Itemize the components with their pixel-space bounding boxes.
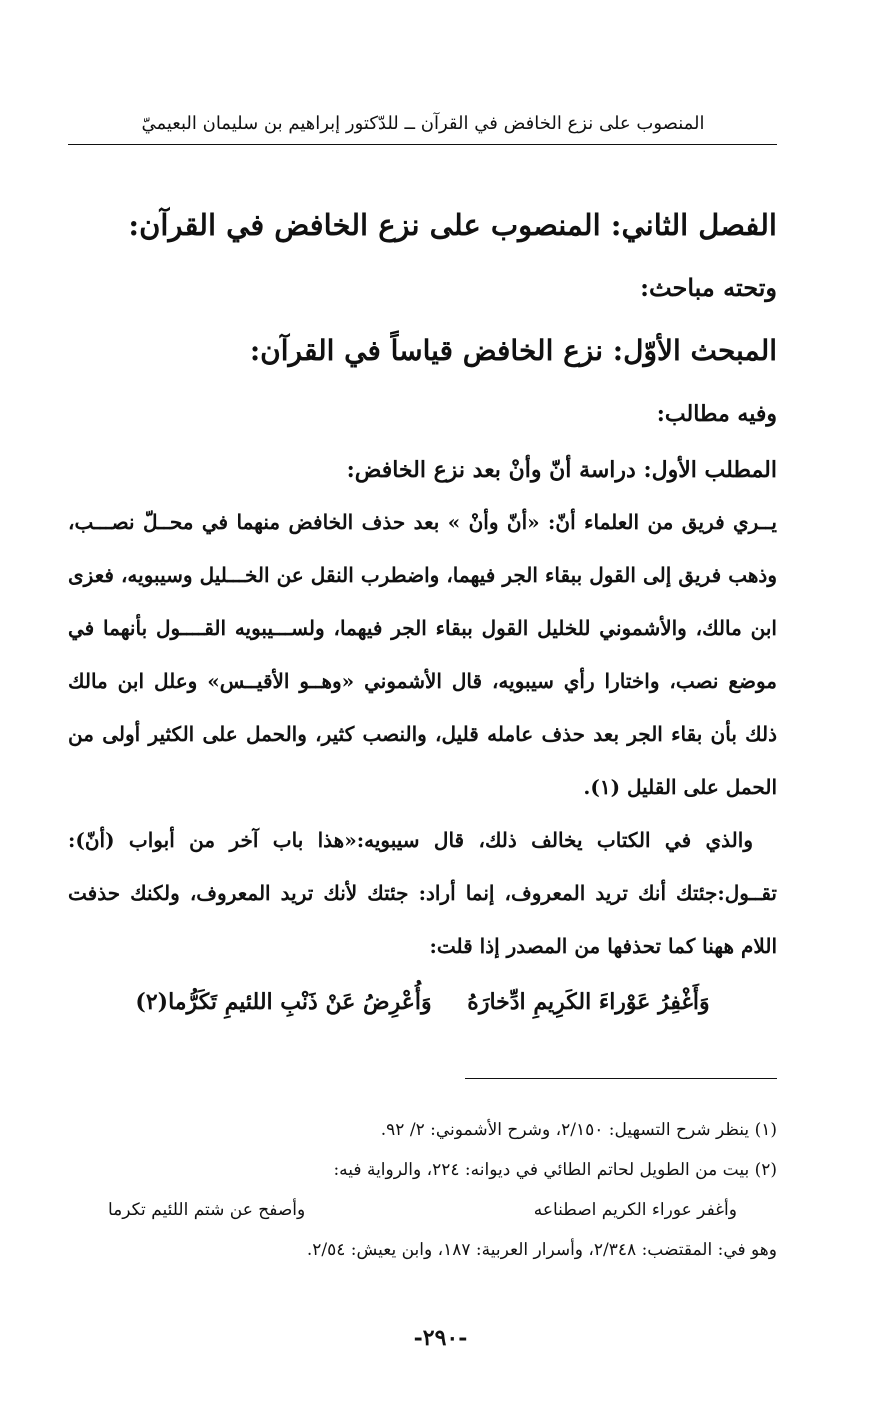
verse-hemistich-2: وَأُعْرِضُ عَنْ ذَنْبِ اللئيمِ تَكَرُّما(٢) [135, 989, 432, 1015]
footnote-rule [465, 1078, 777, 1079]
paragraph-2: والذي في الكتاب يخالف ذلك، قال سيبويه:«هذا باب آخر من أبواب (أنّ): تقــول:جئتك أنك تريد المعروف، إنما أراد: جئتك لأنك تريد المعروف، ولكنك حذفت اللام ههنا كما تحذفها من المصدر إذا قلت: [68, 828, 777, 958]
section-subtitle: وفيه مطالب: [656, 401, 777, 427]
verse-hemistich-1: وَأَغْفِرُ عَوْراءَ الكَرِيمِ ادِّخارَهُ [467, 989, 710, 1015]
footnote-verse-a: وأغفر عوراء الكريم اصطناعه [533, 1200, 737, 1220]
paragraph-1: يــري فريق من العلماء أنّ: «أنّ وأنْ » بعد حذف الخافض منهما في محــلّ نصـــب، وذهب فريق إلى القول ببقاء الجر فيهما، واضطرب النقل عن الخـــليل وسيبويه، فعزى ابن مالك، والأشموني للخليل القول ببقاء الجر فيهما، ولســـيبويه القــــول بأنهما في موضع نصب، واختارا رأي سيبويه، قال الأشموني «وهــو الأقيــس» وعلل ابن مالك ذلك بأن بقاء الجر بعد حذف عامله قليل، والنصب كثير، والحمل على الكثير أولى من الحمل على القليل (١). [68, 510, 777, 799]
footnote-2-verse [68, 1190, 777, 1230]
footnote-1: (١) ينظر شرح التسهيل: ٢/١٥٠، وشرح الأشموني: ٢/ ٩٢. [380, 1120, 777, 1140]
chapter-title: الفصل الثاني: المنصوب على نزع الخافض في القرآن: [128, 208, 777, 242]
poetry-verse [68, 973, 777, 1031]
running-header: المنصوب على نزع الخافض في القرآن ــ للدّكتور إبراهيم بن سليمان البعيميّ [141, 113, 705, 134]
footnote-2-continuation: وهو في: المقتضب: ٢/٣٤٨، وأسرار العربية: ١٨٧، وابن يعيش: ٢/٥٤. [306, 1240, 777, 1260]
footnote-2: (٢) بيت من الطويل لحاتم الطائي في ديوانه: ٢٢٤، والرواية فيه: [333, 1160, 777, 1180]
page-number: -٢٩٠- [413, 1325, 468, 1351]
footnotes [68, 1110, 777, 1270]
footnote-verse-b: وأصفح عن شتم اللئيم تكرما [108, 1200, 306, 1220]
header-rule [68, 144, 777, 145]
section-title: المبحث الأوّل: نزع الخافض قياساً في القرآن: [249, 334, 777, 367]
subsection-title: المطلب الأول: دراسة أنّ وأنْ بعد نزع الخافض: [346, 457, 777, 483]
chapter-subtitle: وتحته مباحث: [640, 273, 777, 302]
main-text [68, 192, 777, 1031]
